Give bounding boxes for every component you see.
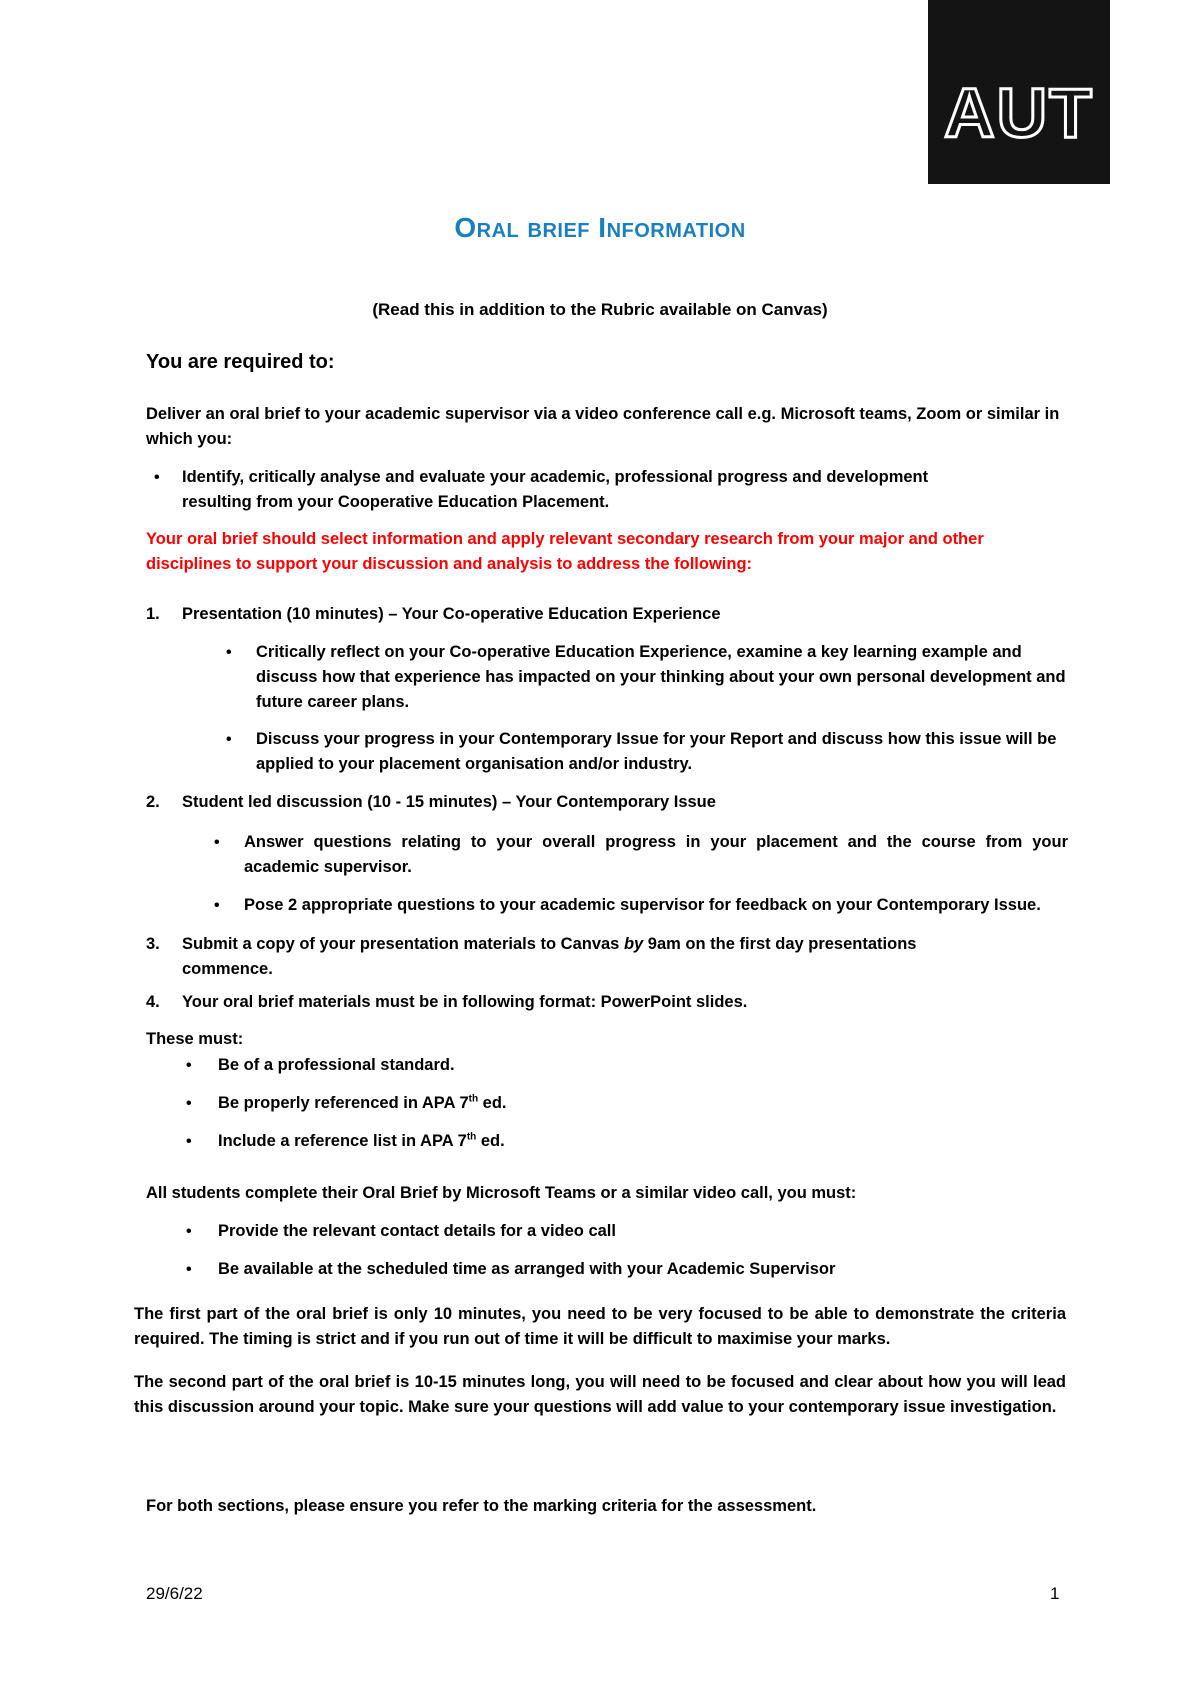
- bullet-icon: •: [226, 731, 232, 748]
- list-number: 3.: [146, 935, 160, 953]
- students-paragraph: All students complete their Oral Brief by Microsoft Teams or a similar video call, you must:: [146, 1184, 857, 1202]
- list-item-bullet: Discuss your progress in your Contemporary Issue for your Report and discuss how this issue will be applied to your placement organisation and/or industry.: [256, 730, 1057, 773]
- bullet-icon: •: [186, 1133, 192, 1150]
- list-item-text: Presentation (10 minutes) – Your Co-operative Education Experience: [182, 605, 721, 623]
- requirement-bullet: Be of a professional standard.: [218, 1056, 455, 1074]
- list-number: 4.: [146, 993, 160, 1011]
- list-item-bullet: Answer questions relating to your overall progress in your placement and the course from your academic supervisor.: [244, 833, 1068, 876]
- list-number: 1.: [146, 605, 160, 623]
- closing-note: For both sections, please ensure you refer to the marking criteria for the assessment.: [146, 1497, 817, 1515]
- list-item-bullet: Pose 2 appropriate questions to your academic supervisor for feedback on your Contemporary Issue.: [244, 896, 1041, 914]
- bullet-icon: •: [186, 1057, 192, 1074]
- students-bullet: Provide the relevant contact details for a video call: [218, 1222, 616, 1240]
- ordinal-suffix: th: [466, 1131, 477, 1143]
- requirement-bullet: [218, 1091, 1058, 1116]
- bullet-icon: •: [214, 897, 220, 914]
- page-number: 1: [1050, 1584, 1060, 1603]
- item3-text-after: 9am on the first day presentations commence.: [182, 935, 917, 978]
- bullet-icon: •: [186, 1095, 192, 1112]
- aut-logo: [928, 0, 1110, 184]
- these-must-label: These must:: [146, 1030, 244, 1048]
- requirement-text: Be properly referenced in APA 7: [218, 1094, 469, 1112]
- red-note: Your oral brief should select information and apply relevant secondary research from your major and other disciplines to support your discussion and analysis to address the following:: [146, 530, 984, 573]
- section-heading: You are required to:: [146, 351, 335, 373]
- first-part-paragraph: The first part of the oral brief is only 10 minutes, you need to be very focused to be able to demonstrate the criteria required. The timing is strict and if you run out of time it will be difficult to maximise your marks.: [134, 1305, 1066, 1348]
- requirement-text-after: ed.: [476, 1132, 505, 1150]
- logo-text: AUT: [944, 74, 1094, 152]
- bullet-icon: •: [186, 1261, 192, 1278]
- intro-paragraph: Deliver an oral brief to your academic supervisor via a video conference call e.g. Microsoft teams, Zoom or similar in which you:: [146, 405, 1060, 448]
- list-item-text: [182, 932, 962, 982]
- item3-text-emphasis: by: [623, 935, 644, 953]
- bullet-icon: •: [154, 469, 160, 486]
- list-item-text: Your oral brief materials must be in following format: PowerPoint slides.: [182, 993, 748, 1011]
- bullet-icon: •: [214, 834, 220, 851]
- item3-text-before: Submit a copy of your presentation materials to Canvas: [182, 935, 624, 953]
- bullet-icon: •: [186, 1223, 192, 1240]
- requirement-text: Include a reference list in APA 7: [218, 1132, 467, 1150]
- page-title: Oral brief Information: [454, 212, 746, 243]
- page-subtitle: (Read this in addition to the Rubric available on Canvas): [372, 300, 828, 319]
- students-bullet: Be available at the scheduled time as arranged with your Academic Supervisor: [218, 1260, 836, 1278]
- list-item-text: Student led discussion (10 - 15 minutes) – Your Contemporary Issue: [182, 793, 716, 811]
- second-part-paragraph: The second part of the oral brief is 10-15 minutes long, you will need to be focused and clear about how you will lead this discussion around your topic. Make sure your questions will add value to your contemporary issue investigation.: [134, 1373, 1066, 1416]
- list-number: 2.: [146, 793, 160, 811]
- intro-bullet-text: Identify, critically analyse and evaluate your academic, professional progress and development resulting from your Cooperative Education Placement.: [182, 468, 929, 511]
- ordinal-suffix: th: [468, 1093, 479, 1105]
- requirement-text-after: ed.: [478, 1094, 507, 1112]
- footer-date: 29/6/22: [146, 1584, 203, 1603]
- requirement-bullet: [218, 1129, 1058, 1154]
- list-item-bullet: Critically reflect on your Co-operative Education Experience, examine a key learning example and discuss how that experience has impacted on your thinking about your own personal development and future career plans.: [256, 643, 1066, 711]
- bullet-icon: •: [226, 644, 232, 661]
